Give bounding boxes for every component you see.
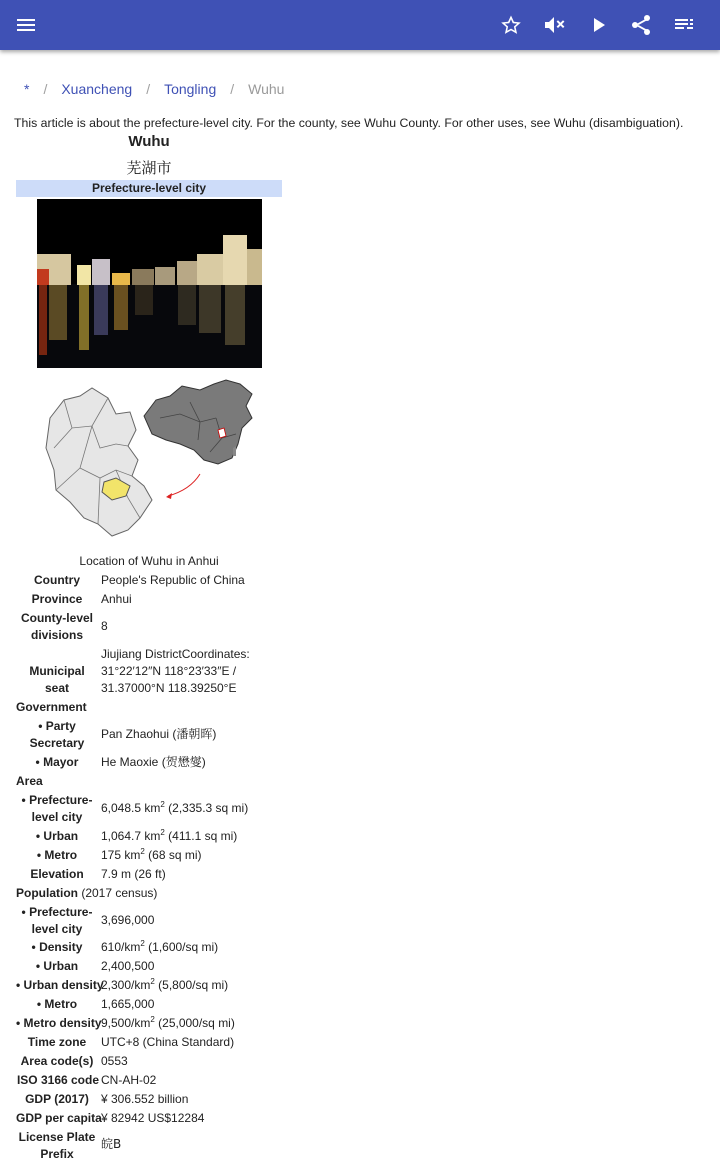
breadcrumb-separator: /: [146, 81, 151, 97]
share-icon[interactable]: [621, 5, 661, 45]
row-province: [16, 591, 316, 608]
section-population: [16, 885, 157, 902]
row-value: 0553: [101, 1054, 128, 1068]
timezone-link[interactable]: UTC+8 (China Standard): [101, 1035, 235, 1049]
row-mayor: [16, 754, 316, 771]
row-time-zone: [16, 1034, 316, 1051]
row-elevation: [16, 866, 316, 883]
province-link[interactable]: Anhui: [101, 592, 132, 606]
coordinates-link[interactable]: 31°22′12″N 118°23′33″E /: [101, 664, 237, 678]
row-label: Prefix: [40, 1147, 74, 1161]
infobox-type: Prefecture-level city: [16, 180, 282, 197]
section-government: [16, 699, 87, 716]
row-label: divisions: [30, 628, 83, 642]
row-value: $2,300/km^2$ (5,800/sq mi): [101, 977, 229, 992]
row-value: ¥ 306.552 billion: [101, 1092, 189, 1106]
iso-code-link[interactable]: CN-AH-02: [101, 1073, 157, 1087]
section-area: [16, 773, 43, 790]
row-label: level city: [31, 810, 83, 824]
section-label: Government: [16, 700, 87, 714]
breadcrumb: [24, 80, 284, 98]
row-label: Area code(s): [20, 1054, 94, 1068]
app-bar: [0, 0, 720, 50]
row-population-urban: [16, 958, 316, 975]
row-label: • Prefecture-: [21, 905, 93, 919]
row-label: Country: [34, 573, 80, 587]
row-label: GDP (2017): [25, 1092, 89, 1106]
row-value: 8: [101, 619, 108, 633]
mayor-link[interactable]: He Maoxie (贺懋燮): [101, 755, 206, 769]
row-label: Elevation: [30, 867, 84, 881]
section-label: Area: [16, 774, 43, 788]
row-label: • Metro: [36, 848, 78, 862]
row-gdp-per-capita: [16, 1110, 316, 1127]
breadcrumb-item[interactable]: Tongling: [164, 81, 217, 97]
row-label: GDP per capita: [16, 1111, 102, 1125]
row-label: License Plate: [18, 1130, 96, 1144]
row-label: • Urban: [35, 829, 79, 843]
seat-link[interactable]: Jiujiang DistrictCoordinates:: [101, 647, 250, 661]
row-label: • Metro: [36, 997, 78, 1011]
breadcrumb-current: Wuhu: [248, 81, 285, 97]
row-value: $9,500/km^2$ (25,000/sq mi): [101, 1015, 235, 1030]
row-value: 6,048.5 $km^2$ (2,335.3 sq mi): [101, 800, 249, 815]
row-label: • Metro density: [16, 1016, 102, 1030]
row-area-prefecture: [16, 792, 316, 826]
mute-icon[interactable]: [534, 5, 574, 45]
coordinates-decimal-link[interactable]: 31.37000°N 118.39250°E: [101, 681, 237, 695]
row-label: • Prefecture-: [21, 793, 93, 807]
row-label: • Urban: [35, 959, 79, 973]
row-value: 1,665,000: [101, 997, 155, 1011]
play-icon[interactable]: [578, 5, 618, 45]
row-population-prefecture: [16, 904, 316, 938]
row-iso-code: [16, 1072, 316, 1089]
list-icon[interactable]: [664, 5, 704, 45]
row-area-metro: [16, 847, 316, 864]
row-urban-density: [16, 977, 316, 994]
infobox-native-name: 芜湖市: [126, 159, 172, 177]
row-gdp: [16, 1091, 316, 1108]
breadcrumb-separator: /: [230, 81, 235, 97]
row-label: level city: [31, 922, 83, 936]
row-area-urban: [16, 828, 316, 845]
row-label: Time zone: [27, 1035, 87, 1049]
city-photo[interactable]: [37, 199, 262, 368]
row-party-secretary: [16, 718, 316, 752]
row-county-divisions: [16, 610, 316, 644]
row-label: • Party: [38, 719, 76, 733]
row-value: $610/km^2$ (1,600/sq mi): [101, 939, 219, 954]
row-area-code: [16, 1053, 316, 1070]
row-label: Secretary: [29, 736, 85, 750]
row-label: Province: [31, 592, 83, 606]
row-label: • Density: [31, 940, 83, 954]
breadcrumb-home[interactable]: *: [24, 81, 30, 97]
row-label: ISO 3166 code: [16, 1073, 100, 1087]
breadcrumb-separator: /: [43, 81, 48, 97]
row-label: Municipal seat: [29, 664, 85, 695]
map-caption: Location of Wuhu in Anhui: [79, 554, 219, 568]
row-license-plate: [16, 1129, 316, 1161]
location-map[interactable]: [40, 378, 260, 543]
row-country: [16, 572, 316, 589]
row-label: • Urban density: [16, 978, 104, 992]
anhui-location-map-image: [40, 378, 260, 543]
party-secretary-link[interactable]: Pan Zhaohui (潘朝晖): [101, 727, 217, 741]
breadcrumb-item[interactable]: Xuancheng: [61, 81, 133, 97]
row-density: [16, 939, 316, 956]
star-icon[interactable]: [491, 5, 531, 45]
row-value: ¥ 82942 US$12284: [101, 1111, 205, 1125]
row-population-metro: [16, 996, 316, 1013]
row-value: 7.9 m (26 ft): [101, 867, 166, 881]
row-value: 1,064.7 $km^2$ (411.1 sq mi): [101, 828, 238, 843]
row-metro-density: [16, 1015, 316, 1032]
row-value: 175 $km^2$ (68 sq mi): [101, 847, 202, 862]
row-label: • Mayor: [35, 755, 79, 769]
section-label: Population: [16, 886, 78, 900]
city-night-skyline-image: [37, 199, 262, 368]
country-link[interactable]: People's Republic of China: [101, 573, 245, 587]
row-value: 皖B: [101, 1137, 122, 1151]
row-value: 2,400,500: [101, 959, 155, 973]
population-census-note: (2017 census): [78, 886, 158, 900]
row-municipal-seat: [16, 646, 316, 697]
row-label: County-level: [20, 611, 93, 625]
infobox-title: Wuhu: [128, 133, 170, 150]
hamburger-menu-icon[interactable]: [6, 5, 46, 45]
row-value: 3,696,000: [101, 913, 155, 927]
hatnote: This article is about the prefecture-level city. For the county, see Wuhu County. For other uses, see Wuhu (disambiguation).: [14, 116, 684, 130]
